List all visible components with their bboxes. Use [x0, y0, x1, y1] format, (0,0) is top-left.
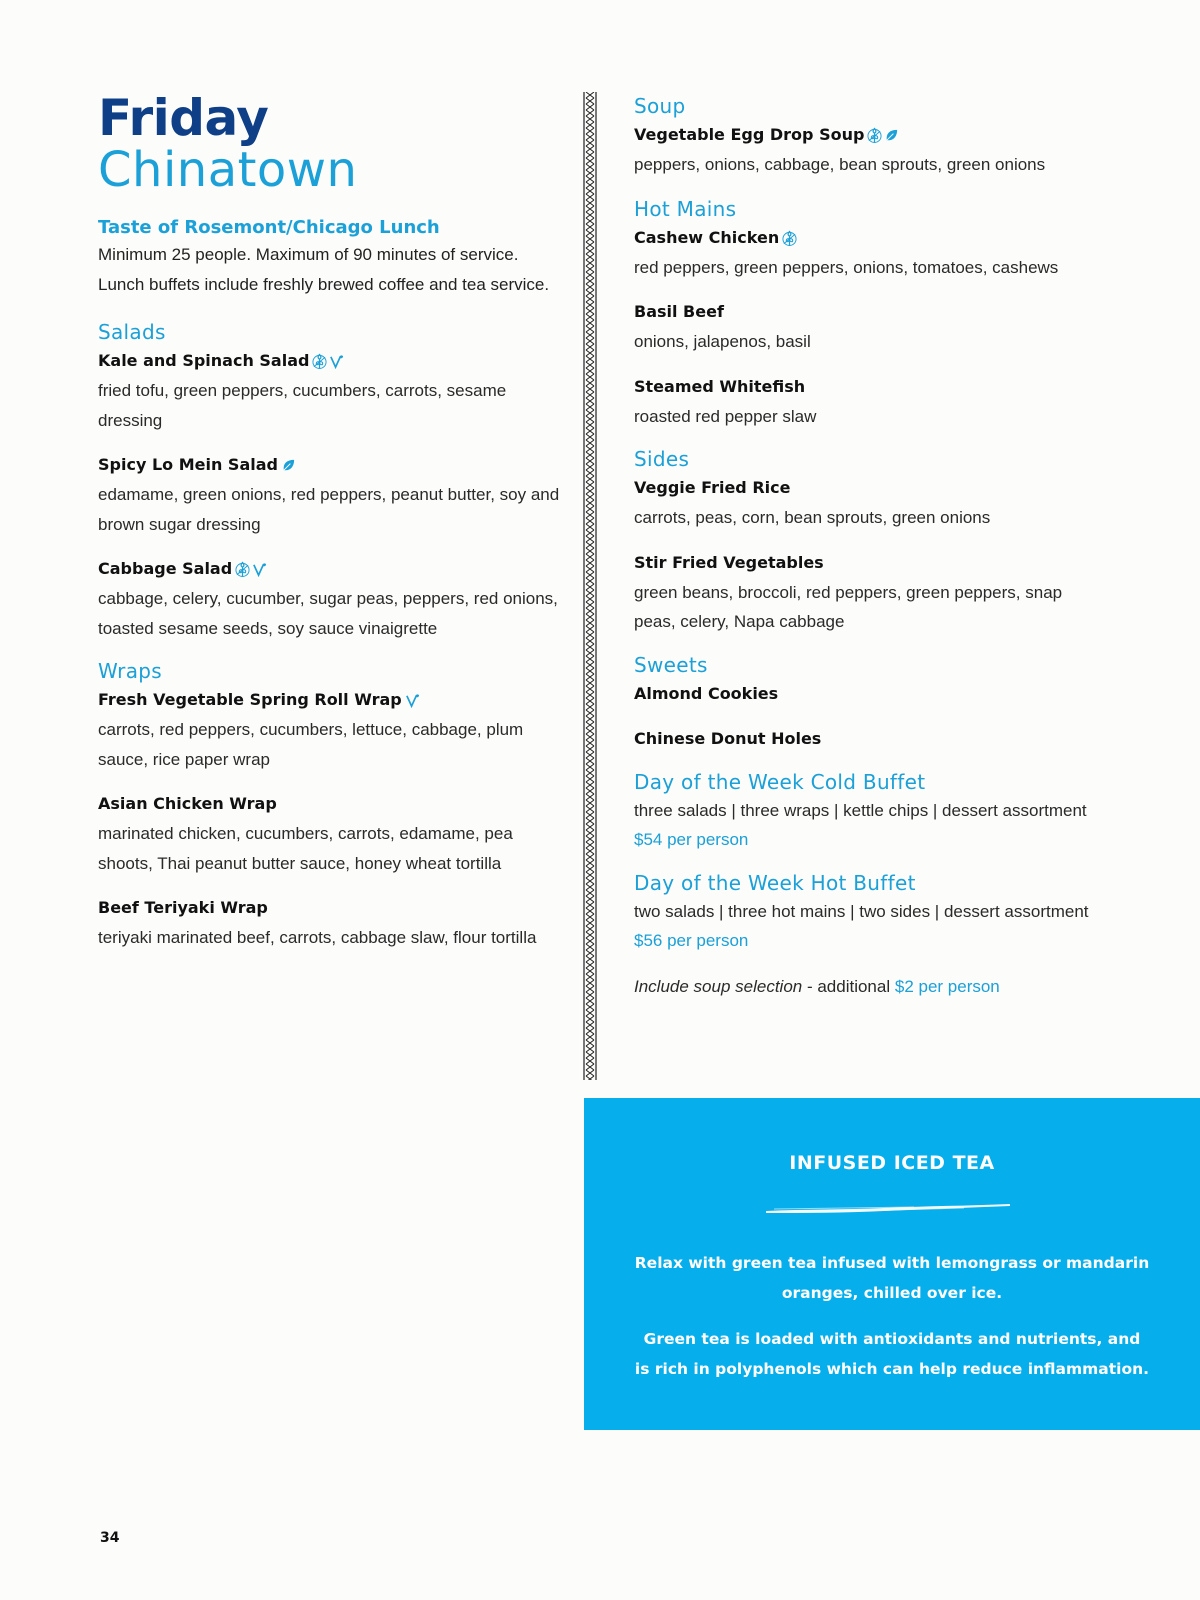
section-title-hot-mains: Hot Mains: [634, 196, 737, 221]
lunch-title: Taste of Rosemont/Chicago Lunch: [98, 217, 440, 238]
item-description: carrots, peas, corn, bean sprouts, green onions: [634, 508, 991, 527]
tea-paragraph-2: Green tea is loaded with antioxidants and nutrients, and is rich in polyphenols which can help reduce inflammation.: [634, 1330, 1150, 1378]
section-title-sweets: Sweets: [634, 652, 708, 677]
leaf-icon: [884, 128, 899, 143]
wheat-free-icon: [867, 126, 882, 144]
section-title-cold-buffet: Day of the Week Cold Buffet: [634, 769, 926, 794]
intro-text: Minimum 25 people. Maximum of 90 minutes of service. Lunch buffets include freshly brewed coffee and tea service.: [98, 245, 550, 294]
v-icon: [252, 562, 267, 577]
buffet-price: $54 per person: [634, 830, 749, 849]
item-name: Chinese Donut Holes: [634, 728, 822, 748]
section-title-sides: Sides: [634, 447, 690, 471]
item-description: onions, jalapenos, basil: [634, 332, 811, 351]
item-name: Veggie Fried Rice: [634, 478, 791, 497]
buffet-description: two salads | three hot mains | two sides | dessert assortment: [634, 901, 1089, 921]
item-name: Almond Cookies: [634, 683, 779, 703]
v-icon: [405, 693, 420, 708]
item-name: Steamed Whitefish: [634, 376, 806, 396]
item-description: peppers, onions, cabbage, bean sprouts, green onions: [634, 155, 1046, 174]
leaf-icon: [281, 458, 296, 473]
infused-tea-panel: [584, 1098, 1200, 1430]
soup-note-price: $2 per person: [894, 976, 1000, 996]
tea-paragraph-1: Relax with green tea infused with lemongrass or mandarin oranges, chilled over ice.: [634, 1254, 1150, 1302]
section-title-salads: Salads: [98, 320, 166, 344]
menu-item: [98, 685, 568, 774]
wheat-free-icon: [782, 229, 797, 247]
menu-item: [98, 789, 568, 878]
page-title-day: Friday: [98, 89, 269, 147]
soup-note-label: Include soup selection: [634, 976, 803, 996]
buffet-price: $56 per person: [634, 931, 749, 950]
item-description: edamame, green onions, red peppers, peanut butter, soy and brown sugar dressing: [98, 485, 560, 534]
decorative-divider: [583, 92, 597, 1080]
item-name: Beef Teriyaki Wrap: [98, 898, 268, 917]
item-description: roasted red pepper slaw: [634, 406, 817, 426]
item-description: cabbage, celery, cucumber, sugar peas, peppers, red onions, toasted sesame seeds, soy sauce vinaigrette: [98, 589, 558, 638]
item-description: carrots, red peppers, cucumbers, lettuce, cabbage, plum sauce, rice paper wrap: [98, 720, 524, 769]
menu-item: [98, 893, 568, 953]
item-name: Cabbage Salad: [98, 559, 233, 578]
right-column: [634, 92, 1104, 1002]
item-name: Asian Chicken Wrap: [98, 794, 277, 813]
item-description: red peppers, green peppers, onions, tomatoes, cashews: [634, 257, 1059, 277]
brush-stroke-divider: [764, 1202, 1014, 1216]
item-description: marinated chicken, cucumbers, carrots, edamame, pea shoots, Thai peanut butter sauce, honey wheat tortilla: [98, 824, 513, 873]
item-name: Stir Fried Vegetables: [634, 552, 824, 572]
item-description: green beans, broccoli, red peppers, green peppers, snap peas, celery, Napa cabbage: [634, 582, 1063, 631]
wheat-free-icon: [312, 352, 327, 370]
menu-item: [634, 548, 1104, 637]
soup-note-mid: - additional: [802, 976, 895, 996]
menu-item: [98, 450, 568, 539]
buffet-description: three salads | three wraps | kettle chips | dessert assortment: [634, 800, 1087, 820]
item-name: Fresh Vegetable Spring Roll Wrap: [98, 690, 402, 709]
item-name: Kale and Spinach Salad: [98, 351, 310, 370]
menu-item: [98, 346, 568, 435]
item-name: Vegetable Egg Drop Soup: [634, 125, 865, 144]
v-icon: [329, 354, 344, 369]
menu-item: [634, 372, 1104, 432]
item-description: teriyaki marinated beef, carrots, cabbage slaw, flour tortilla: [98, 928, 537, 947]
page-title-theme: Chinatown: [98, 142, 358, 198]
menu-item: [98, 554, 568, 643]
item-name: Cashew Chicken: [634, 227, 780, 247]
soup-addon-note: [634, 972, 1104, 1002]
menu-item: [634, 297, 1104, 357]
menu-item: [634, 223, 1104, 283]
menu-item: [634, 473, 1104, 533]
section-title-hot-buffet: Day of the Week Hot Buffet: [634, 870, 916, 895]
tea-title: INFUSED ICED TEA: [789, 1152, 995, 1174]
item-name: Basil Beef: [634, 302, 724, 321]
left-column: [98, 89, 568, 953]
item-name: Spicy Lo Mein Salad: [98, 455, 278, 474]
section-title-wraps: Wraps: [98, 659, 162, 683]
page-number: 34: [100, 1530, 120, 1546]
menu-item: [634, 120, 1104, 180]
section-title-soup: Soup: [634, 94, 686, 118]
item-description: fried tofu, green peppers, cucumbers, carrots, sesame dressing: [98, 381, 507, 430]
wheat-free-icon: [235, 560, 250, 578]
